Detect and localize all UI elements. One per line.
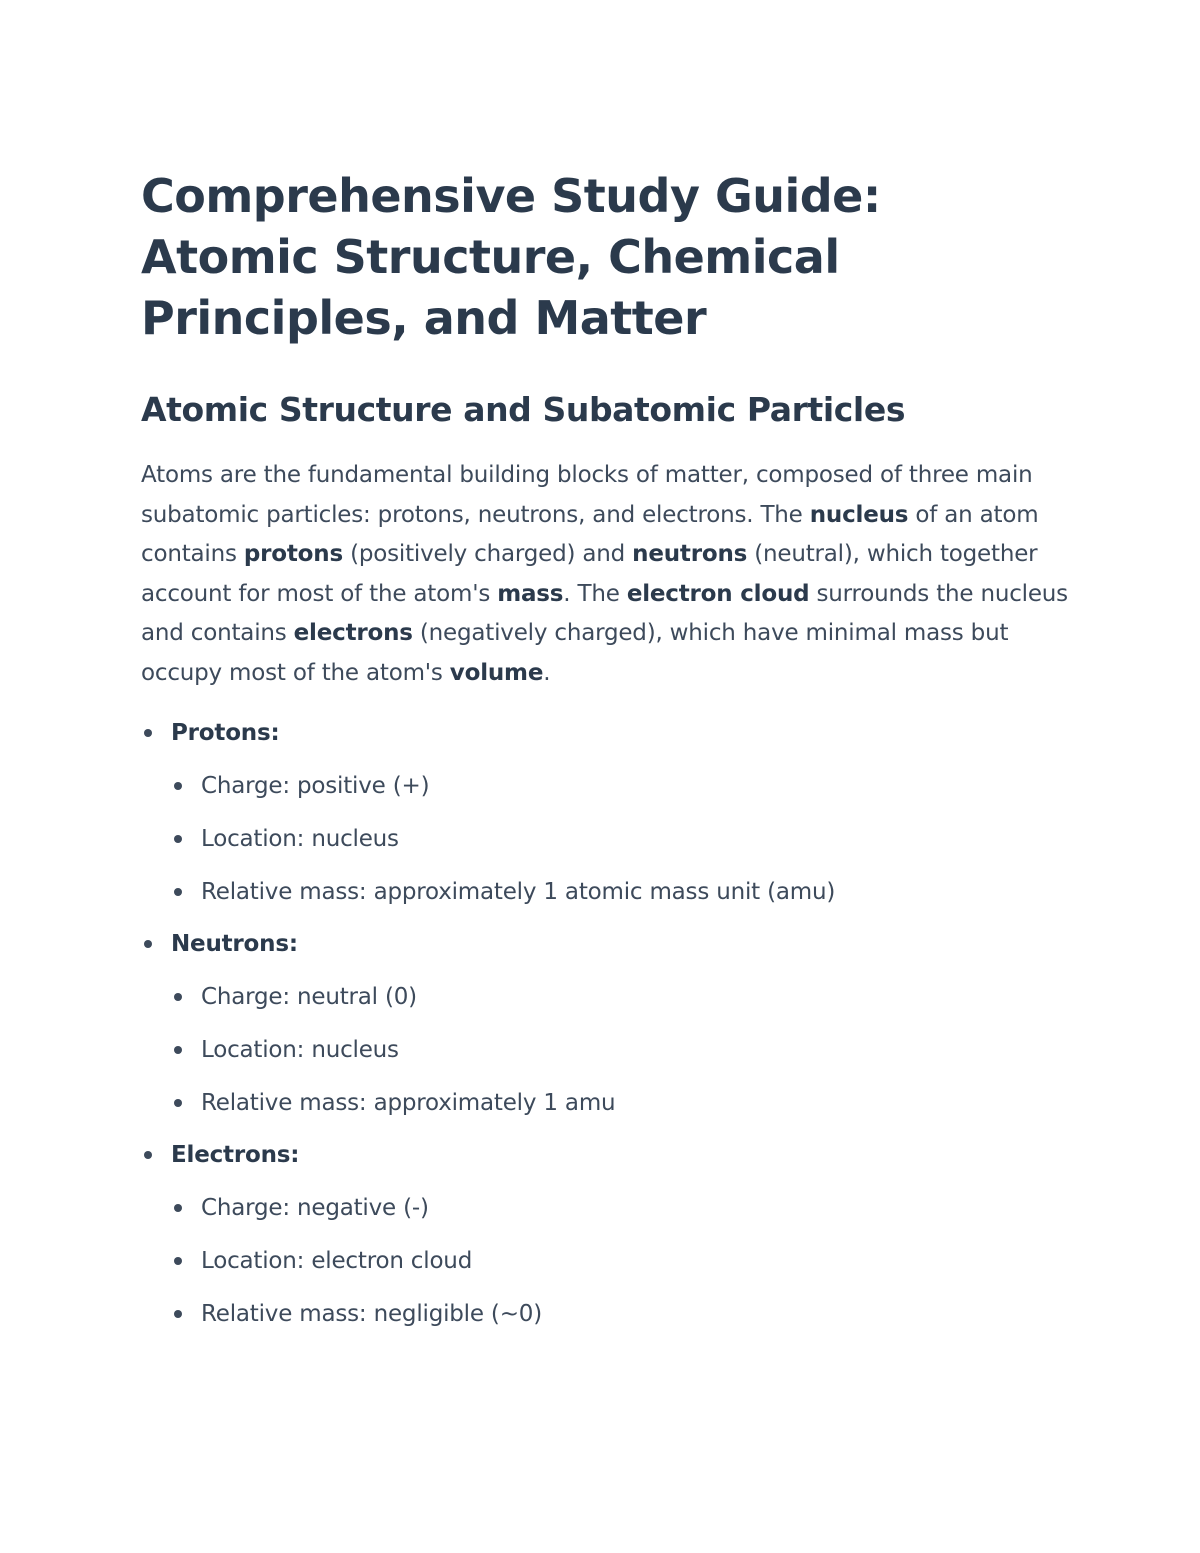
detail-text: Relative mass: negligible (~0) <box>201 1300 542 1327</box>
section-heading: Atomic Structure and Subatomic Particles <box>141 390 906 429</box>
detail-item <box>171 824 1071 854</box>
intro-text: (negatively charged), which have minimal mass but occupy most of the atom's <box>141 620 1009 686</box>
bullet-icon <box>144 729 152 737</box>
particle-details <box>171 771 1071 907</box>
intro-text: of an atom contains <box>141 501 1039 568</box>
bullet-icon <box>174 888 182 896</box>
detail-text: Relative mass: approximately 1 atomic mass unit (amu) <box>201 878 836 905</box>
particle-label: Electrons: <box>171 1141 300 1168</box>
detail-text: Location: nucleus <box>201 1036 399 1063</box>
detail-text: Location: electron cloud <box>201 1247 473 1274</box>
intro-text: . The <box>563 580 627 607</box>
bullet-icon <box>144 940 152 948</box>
particle-item-protons <box>141 718 1071 907</box>
bullet-icon <box>174 782 182 790</box>
detail-item <box>171 1193 1071 1223</box>
bullet-icon <box>174 1257 182 1265</box>
particle-item-electrons <box>141 1140 1071 1329</box>
detail-item <box>171 771 1071 801</box>
particle-label: Protons: <box>171 719 280 746</box>
intro-text: Atoms are the fundamental building blocks of matter, composed of three main subatomic particles: protons, neutrons, and electrons. The <box>141 462 1033 528</box>
particle-list <box>141 718 1071 1329</box>
intro-text: (neutral), which together account for most of the atom's <box>141 541 1038 607</box>
document-title: Comprehensive Study Guide: Atomic Structure, Chemical Principles, and Matter <box>141 169 881 345</box>
detail-item <box>171 1088 1071 1118</box>
intro-bold-term: protons <box>243 541 343 568</box>
bullet-icon <box>174 835 182 843</box>
intro-bold-term: electrons <box>293 620 413 647</box>
bullet-icon <box>174 1310 182 1318</box>
intro-text: surrounds the nucleus and contains <box>141 580 1068 647</box>
bullet-icon <box>174 993 182 1001</box>
detail-item <box>171 982 1071 1012</box>
intro-bold-term: neutrons <box>632 541 748 568</box>
document-page <box>141 166 1071 1329</box>
bullet-icon <box>174 1204 182 1212</box>
detail-text: Location: nucleus <box>201 825 399 852</box>
particle-details <box>171 982 1071 1118</box>
intro-paragraph <box>141 456 1071 694</box>
detail-text: Charge: positive (+) <box>201 772 430 799</box>
intro-bold-term: electron cloud <box>626 580 810 607</box>
detail-item <box>171 877 1071 907</box>
intro-text: . <box>543 659 551 686</box>
particle-label: Neutrons: <box>171 930 298 957</box>
intro-bold-term: nucleus <box>809 501 909 528</box>
bullet-icon <box>174 1046 182 1054</box>
bullet-icon <box>144 1151 152 1159</box>
detail-text: Charge: neutral (0) <box>201 983 417 1010</box>
intro-bold-term: volume <box>449 659 544 686</box>
detail-item <box>171 1246 1071 1276</box>
particle-details <box>171 1193 1071 1329</box>
particle-item-neutrons <box>141 929 1071 1118</box>
detail-item <box>171 1035 1071 1065</box>
intro-text: (positively charged) and <box>342 541 633 568</box>
detail-item <box>171 1299 1071 1329</box>
intro-bold-term: mass <box>497 580 564 607</box>
detail-text: Charge: negative (-) <box>201 1194 429 1221</box>
bullet-icon <box>174 1099 182 1107</box>
detail-text: Relative mass: approximately 1 amu <box>201 1089 616 1116</box>
